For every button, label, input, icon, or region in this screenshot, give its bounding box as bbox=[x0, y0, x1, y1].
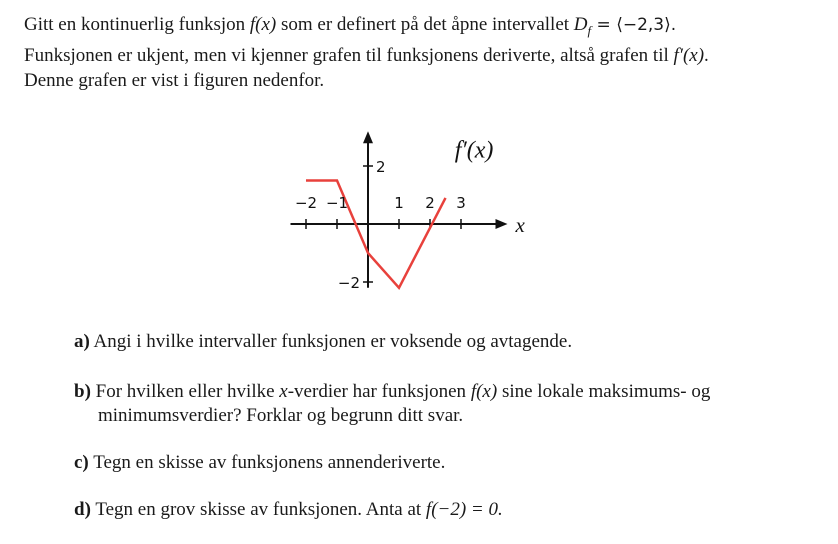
question-b bbox=[74, 380, 794, 428]
math-fx: f(x) bbox=[249, 14, 277, 35]
question-label: d) bbox=[74, 499, 91, 520]
math-domain-subscript: f bbox=[587, 22, 592, 38]
question-text: sine lokale maksimums- og bbox=[497, 381, 711, 402]
y-tick-label: −2 bbox=[337, 274, 360, 292]
intro-text: . bbox=[704, 44, 709, 66]
intro-text: Gitt en kontinuerlig funksjon bbox=[24, 14, 250, 35]
y-axis-arrow bbox=[363, 131, 373, 143]
question-label: a) bbox=[74, 331, 90, 352]
question-text: Angi i hvilke intervaller funksjonen er voksende og avtagende. bbox=[93, 331, 573, 352]
intro-line-3: Denne grafen er vist i figuren nedenfor. bbox=[24, 69, 325, 91]
question-c bbox=[74, 451, 794, 475]
question-d bbox=[74, 498, 794, 522]
question-text: -verdier har funksjonen bbox=[287, 381, 471, 402]
question-text-continued: minimumsverdier? Forklar og begrunn ditt svar. bbox=[98, 405, 464, 426]
x-tick-label: 3 bbox=[456, 194, 466, 212]
math-interval: = ⟨−2,3⟩. bbox=[591, 15, 677, 35]
math-domain: D bbox=[573, 14, 588, 35]
x-tick-label: 2 bbox=[425, 194, 435, 212]
x-tick-label: −1 bbox=[325, 194, 349, 212]
math-fx: f(x) bbox=[470, 381, 498, 402]
question-label: b) bbox=[74, 381, 91, 402]
math-expression: f(−2) = 0. bbox=[425, 499, 503, 520]
question-text: Tegn en skisse av funksjonens annenderiverte. bbox=[93, 452, 446, 473]
intro-text: Funksjonen er ukjent, men vi kjenner grafen til funksjonens deriverte, altså grafen til bbox=[24, 44, 674, 66]
question-text: For hvilken eller hvilke bbox=[95, 381, 280, 402]
x-tick-label: −2 bbox=[294, 194, 318, 212]
y-tick-label: 2 bbox=[376, 158, 386, 176]
curve-label: f′(x) bbox=[454, 137, 494, 164]
intro-text: som er definert på det åpne intervallet bbox=[276, 14, 574, 35]
question-label: c) bbox=[74, 452, 89, 473]
x-axis-label: x bbox=[515, 213, 525, 237]
math-fprime: f′(x) bbox=[673, 44, 705, 66]
question-text: Tegn en grov skisse av funksjonen. Anta at bbox=[95, 499, 426, 520]
question-a bbox=[74, 330, 794, 354]
x-tick-label: 1 bbox=[394, 194, 404, 212]
x-axis-arrow bbox=[496, 219, 508, 229]
math-x: x bbox=[279, 381, 288, 402]
